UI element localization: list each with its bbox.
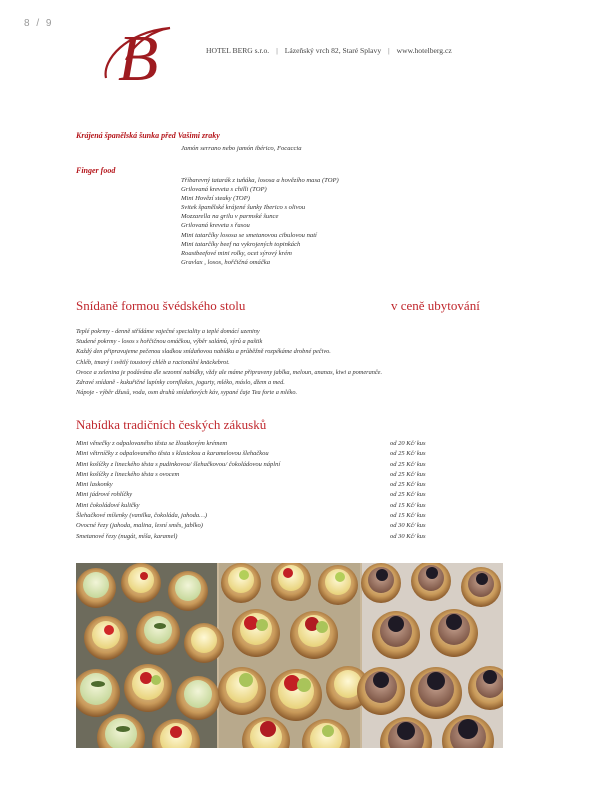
website-link[interactable]: www.hotelberg.cz (396, 46, 452, 55)
dessert-price: od 25 Kč/ kus (390, 470, 426, 478)
dessert-price: od 30 Kč/ kus (390, 522, 426, 530)
list-item: Mini tatarčíky lososa se smetanovou cibulovou natí (181, 231, 317, 239)
dessert-price: od 20 Kč/ kus (390, 440, 426, 447)
table-row (76, 522, 426, 532)
breakfast-title: Snídaně formou švédského stolu (76, 298, 246, 313)
breakfast-description (76, 327, 536, 398)
dessert-price: od 25 Kč/ kus (390, 491, 426, 499)
dessert-name: Mini košíčky z lineckého těsta s pudinkovou/ šlehačkovou/ čokoládovou náplní (76, 460, 281, 468)
logo-letter: B (118, 22, 159, 90)
dessert-name: Mini jádrové rohlíčky (76, 491, 133, 499)
dessert-name: Smetanové řezy (nugát, míša, karamel) (76, 532, 178, 540)
header-separator: | (388, 46, 390, 55)
pastry-photo-collage (76, 563, 503, 748)
dessert-name: Mini čokoládové kuličky (76, 501, 140, 509)
dessert-price: od 15 Kč/ kus (390, 512, 426, 520)
breakfast-line: Každý den připravujeme pečenou sladkou snídaňovou nabídku a průběžně rozpékáme drobné pečivo. (76, 348, 331, 356)
table-row (76, 512, 426, 522)
logo-b-glyph (96, 20, 192, 90)
table-row (76, 481, 426, 491)
list-item: Gravlax , losos, hořčičná omáčka (181, 258, 270, 266)
breakfast-line: Studené pokrmy - losos s hořčičnou omáčkou, výběr salámů, sýrů a paštik (76, 338, 263, 346)
dessert-name: Mini košíčky z lineckého těsta s ovocem (76, 470, 180, 478)
company-address: Lázeňský vrch 82, Staré Splavy (284, 46, 382, 55)
dessert-name: Šlehačkové míšenky (vanilka, čokoláda, jahoda…) (76, 512, 208, 520)
dessert-name: Ovocné řezy (jahoda, malina, lesní směs, jablko) (76, 522, 203, 530)
finger-food-list (181, 176, 339, 267)
desserts-table (76, 440, 426, 543)
finger-food-title: Finger food (76, 166, 116, 175)
breakfast-line: Nápoje - výběr džusů, voda, osm druhů snídaňových káv, sypané čaje Tea forte a mléko. (76, 389, 298, 397)
dessert-price: od 30 Kč/ kus (390, 532, 426, 540)
header-info (206, 46, 452, 55)
hotel-logo (96, 20, 192, 90)
page-indicator: 8 / 9 (24, 18, 54, 29)
breakfast-line: Ovoce a zelenina je podávána dle sezonní nabídky, vždy ale máme připraveny jablka, meloun, ananas, kiwi a pomeranče. (76, 368, 383, 376)
list-item: Roastbeefové mini rolky, ocet sýrový krém (181, 249, 292, 257)
dessert-price: od 25 Kč/ kus (390, 460, 426, 468)
table-row (76, 532, 426, 543)
ham-subtitle: Jamón serrano nebo jamón ibérico, Focaccia (181, 145, 302, 152)
desserts-title: Nabídka tradičních českých zákusků (76, 417, 267, 432)
table-row (76, 440, 426, 450)
breakfast-line: Zdravé snídaně - kukuřičné lupínky cornflakes, jogurty, mléko, máslo, džem a med. (76, 379, 285, 387)
table-row (76, 470, 426, 481)
header-separator: | (276, 46, 278, 55)
table-row (76, 491, 426, 501)
list-item: Mini Hovězí steaky (TOP) (181, 195, 250, 203)
list-item: Mozzarella na grilu v parmské šunce (181, 213, 279, 221)
table-row (76, 501, 426, 512)
list-item: Grilovaná kreveta s chilli (TOP) (181, 186, 267, 194)
breakfast-line: Teplé pokrmy - denně střídáme vaječné speciality a teplé domácí uzeniny (76, 328, 260, 335)
ham-title: Krájená španělská šunka před Vašimi zraky (76, 131, 220, 140)
list-item: Tříbarevný tatarák z tuňáka, lososa a hovězího masa (TOP) (181, 177, 339, 184)
breakfast-line: Chléb, tmavý i světlý toustový chléb a racionální knäckebrot. (76, 358, 230, 366)
company-name: HOTEL BERG s.r.o. (206, 46, 270, 55)
dessert-name: Mini větrníčky z odpalovaného těsta s klasickou a karamelovou šlehačkou (76, 450, 269, 458)
list-item: Svitek španělské krájené šunky Iberico s olivou (181, 204, 306, 212)
dessert-price: od 25 Kč/ kus (390, 481, 426, 489)
dessert-price: od 25 Kč/ kus (390, 450, 426, 458)
breakfast-price-note: v ceně ubytování (391, 298, 480, 313)
list-item: Grilovaná kreveta s řasou (181, 222, 250, 230)
dessert-name: Mini laskonky (76, 481, 113, 489)
dessert-price: od 15 Kč/ kus (390, 501, 426, 509)
list-item: Mini tatarčíky beef na vykrojených topinkách (181, 240, 301, 248)
table-row (76, 450, 426, 460)
table-row (76, 460, 426, 471)
dessert-photos (76, 563, 503, 748)
dessert-name: Mini věnečky z odpalovaného těsta se žloutkovým krémem (76, 440, 228, 447)
